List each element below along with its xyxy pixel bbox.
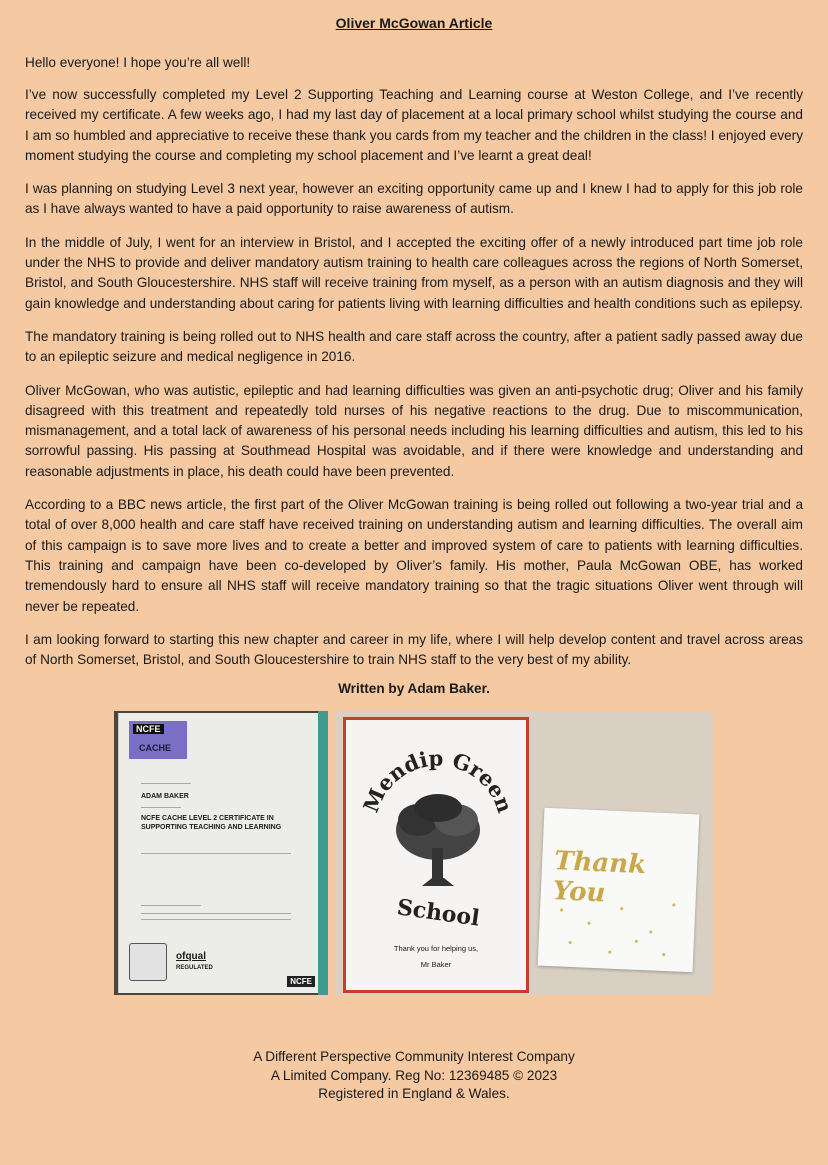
paragraph: I am looking forward to starting this new chapter and career in my life, where I will help develop content and travel across areas of North Somerset, Bristol, and South Gloucestershire to train NHS staff to the very best of my ability. xyxy=(25,631,803,668)
school-name-arc: Mendip Green xyxy=(358,745,518,816)
tree-icon xyxy=(396,794,480,886)
thank-you-text: Thank You xyxy=(552,846,647,909)
divider xyxy=(141,807,181,808)
thank-you-card xyxy=(538,808,700,973)
ncfe-logo-text: NCFE xyxy=(133,724,164,734)
paragraph: According to a BBC news article, the first part of the Oliver McGowan training is being rolled out following a two-year trial and a total of over 8,000 health and care staff have received training on understanding autism and learning difficulties. The overall aim of this campaign is to save more lives and to create a better and improved system of care to patients with learning difficulties. This training and campaign have been co-developed by Oliver’s family. His mother, Paula McGowan OBE, has worked tremendously hard to ensure all NHS staff will receive mandatory training so that the tragic situations Oliver went through will never be repeated. xyxy=(25,497,803,614)
confetti-dot xyxy=(587,922,590,925)
divider xyxy=(141,853,291,854)
certificate xyxy=(118,713,319,993)
certificate-photo xyxy=(114,711,328,995)
certificate-title: NCFE CACHE LEVEL 2 CERTIFICATE IN SUPPORTING TEACHING AND LEARNING xyxy=(141,815,282,831)
confetti-dot xyxy=(569,941,572,944)
paragraph: I’ve now successfully completed my Level 2 Supporting Teaching and Learning course at Weston College, and I’ve recently received my certificate. A few weeks ago, I had my last day of placement at a local primary school whilst studying the course and I am so humbled and appreciative to receive these thank you cards from my teacher and the children in the class! I enjoyed every moment studying the course and completing my school placement and I’ve learnt a great deal! xyxy=(25,87,803,163)
article xyxy=(25,0,803,696)
author-credit: Written by Adam Baker. xyxy=(338,681,490,697)
card-signoff: Mr Baker xyxy=(420,960,452,969)
school-word: School xyxy=(395,894,482,932)
school-card xyxy=(343,717,529,993)
confetti-dot xyxy=(672,903,675,906)
divider xyxy=(141,913,291,914)
paragraph: Oliver McGowan, who was autistic, epileptic and had learning difficulties was given an anti-psychotic drug; Oliver and his family disagreed with this treatment and repeatedly told nurses of his negative reactions to the drug. Due to miscommunication, mismanagement, and a total lack of awareness of his personal needs including his learning difficulties and autism, this led to his sorrowful passing. His passing at Southmead Hospital was avoidable, and if there were knowledge and understanding and reasonable adjustments in place, his death could have been prevented. xyxy=(25,382,803,479)
confetti-dot xyxy=(560,908,563,911)
divider xyxy=(141,783,191,784)
cache-logo-text: CACHE xyxy=(139,743,172,753)
divider xyxy=(141,919,291,920)
paragraph: The mandatory training is being rolled out to NHS health and care staff across the country, after a patient sadly passed away due to an epileptic seizure and medical negligence in 2016. xyxy=(25,328,803,365)
article-title: Oliver McGowan Article xyxy=(335,15,493,31)
confetti-dot xyxy=(608,951,611,954)
ofqual-logo: ofqual xyxy=(176,951,206,962)
ncfe-footer-logo: NCFE xyxy=(287,976,315,987)
confetti-dot xyxy=(635,940,638,943)
confetti-dot xyxy=(649,930,652,933)
footer-registration: A Limited Company. Reg No: 12369485 © 2023 xyxy=(270,1067,558,1083)
paragraph: In the middle of July, I went for an interview in Bristol, and I accepted the exciting offer of a newly introduced part time job role under the NHS to provide and deliver mandatory autism training to health care colleagues across the regions of North Somerset, Bristol, and South Gloucestershire. NHS staff will receive training from myself, as a person with an autism diagnosis and they will gain knowledge and understanding about caring for patients living with learning difficulties and health conditions such as epilepsy. xyxy=(25,234,803,311)
greeting: Hello everyone! I hope you’re all well! xyxy=(25,55,251,70)
regulated-label: REGULATED xyxy=(176,965,213,971)
paragraph: I was planning on studying Level 3 next year, however an exciting opportunity came up and I knew I had to apply for this job role as I have always wanted to have a paid opportunity to raise awareness of autism. xyxy=(25,181,803,217)
qualification-badge-icon xyxy=(129,943,167,981)
cards-photo xyxy=(335,711,713,995)
ncfe-cache-logo xyxy=(129,721,187,759)
card-message: Thank you for helping us, xyxy=(393,944,479,953)
certificate-recipient: ADAM BAKER xyxy=(141,793,189,800)
company-footer xyxy=(0,1048,828,1104)
confetti-dot xyxy=(662,953,665,956)
footer-jurisdiction: Registered in England & Wales. xyxy=(318,1086,510,1101)
divider xyxy=(141,905,201,906)
teal-backdrop xyxy=(318,711,328,995)
confetti-dot xyxy=(620,907,623,910)
photo-collage xyxy=(114,711,714,996)
footer-company: A Different Perspective Community Interest Company xyxy=(253,1049,575,1064)
